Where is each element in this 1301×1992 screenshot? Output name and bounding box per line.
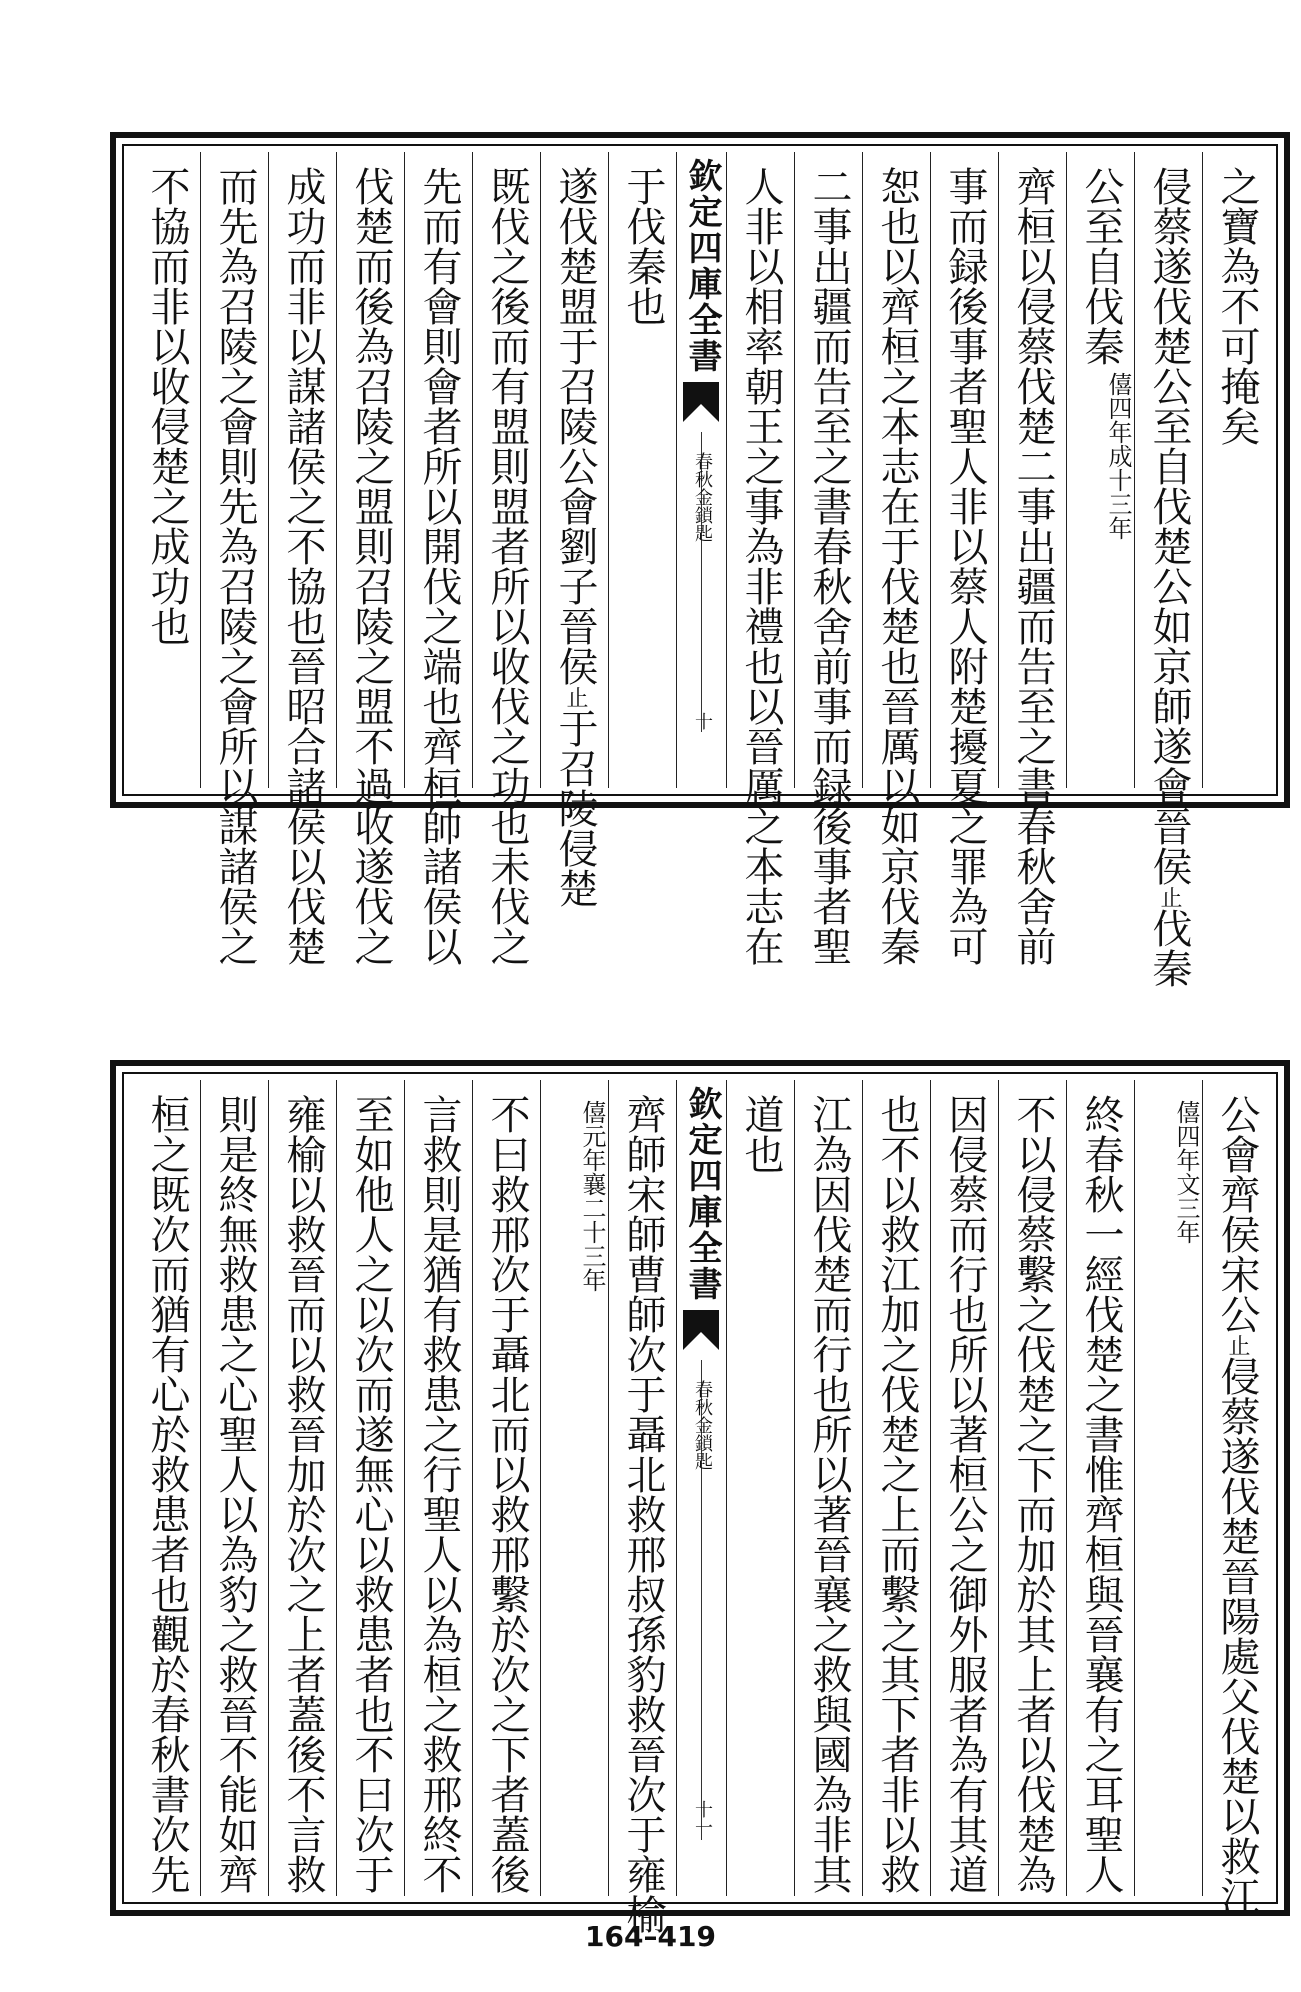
bottom-leaf	[110, 1060, 1290, 1934]
citation-note: 僖四年文三年	[1172, 1100, 1200, 1244]
text-column: 言救則是猶有救患之行聖人以為桓之救邢終不	[404, 1080, 472, 1896]
text-column: 公至自伐秦 僖四年成十三年	[1066, 152, 1134, 788]
text-column: 先而有會則會者所以開伐之端也齊桓帥諸侯以	[404, 152, 472, 788]
text-column: 遂伐楚盟于召陵公會劉子晉侯止于召陵侵楚	[540, 152, 608, 788]
text-column	[540, 1080, 608, 1896]
text-column: 成功而非以謀諸侯之不協也晉昭合諸侯以伐楚	[268, 152, 336, 788]
leaf-number: 十	[692, 712, 713, 730]
book-title: 春秋金鎖匙	[692, 1380, 713, 1470]
text-column: 伐楚而後為召陵之盟則召陵之盟不過收遂伐之	[336, 152, 404, 788]
text-column: 至如他人之以次而遂無心以救患者也不曰次于	[336, 1080, 404, 1896]
text-column: 之寶為不可掩矣	[1202, 152, 1270, 788]
text-column: 道也	[726, 1080, 794, 1896]
text-column: 而先為召陵之會則先為召陵之會所以謀諸侯之	[200, 152, 268, 788]
text-column: 終春秋一經伐楚之書惟齊桓與晉襄有之耳聖人	[1066, 1080, 1134, 1896]
center-gutter	[676, 1080, 726, 1896]
citation-note: 僖四年成十三年	[1104, 372, 1132, 540]
text-column: 恕也以齊桓之本志在于伐楚也晉厲以如京伐秦	[862, 152, 930, 788]
fishtail-mark-icon	[683, 382, 719, 422]
leaf-number: 十一	[692, 1800, 713, 1836]
text-column	[1134, 1080, 1202, 1896]
citation-note: 僖元年襄二十三年	[578, 1100, 606, 1292]
text-column: 公會齊侯宋公止侵蔡遂伐楚晉陽處父伐楚以救江	[1202, 1080, 1270, 1896]
text-column: 既伐之後而有盟則盟者所以收伐之功也未伐之	[472, 152, 540, 788]
book-title: 春秋金鎖匙	[692, 452, 713, 542]
collection-title: 欽定四庫全書	[682, 158, 722, 374]
text-column: 不協而非以收侵楚之成功也	[144, 166, 190, 646]
top-leaf	[110, 132, 1290, 988]
text-column: 不曰救邢次于聶北而以救邢繫於次之下者蓋後	[472, 1080, 540, 1896]
text-column: 雍榆以救晉而以救晉加於次之上者蓋後不言救	[268, 1080, 336, 1896]
fishtail-mark-icon	[683, 1310, 719, 1350]
text-column: 也不以救江加之伐楚之上而繫之其下者非以救	[862, 1080, 930, 1896]
text-column: 齊師宋師曹師次于聶北救邢叔孫豹救晉次于雍榆	[608, 1080, 676, 1896]
top-columns	[130, 152, 1270, 988]
text-column: 則是終無救患之心聖人以為豹之救晉不能如齊	[200, 1080, 268, 1896]
text-column: 于伐秦也	[608, 152, 676, 788]
text-column: 不以侵蔡繫之伐楚之下而加於其上者以伐楚為	[998, 1080, 1066, 1896]
bottom-columns	[130, 1080, 1270, 1934]
text-column: 桓之既次而猶有心於救患者也觀於春秋書次先	[144, 1094, 190, 1894]
text-column: 因侵蔡而行也所以著桓公之御外服者為有其道	[930, 1080, 998, 1896]
collection-title: 欽定四庫全書	[682, 1086, 722, 1302]
text-column: 侵蔡遂伐楚公至自伐楚公如京師遂會晉侯止伐秦	[1134, 152, 1202, 788]
text-column: 江為因伐楚而行也所以著晉襄之救與國為非其	[794, 1080, 862, 1896]
page-number: 164–419	[585, 1920, 716, 1953]
center-gutter	[676, 152, 726, 788]
text-column: 齊桓以侵蔡伐楚二事出疆而告至之書春秋舍前	[998, 152, 1066, 788]
text-column: 人非以相率朝王之事為非禮也以晉厲之本志在	[726, 152, 794, 788]
text-column: 二事出疆而告至之書春秋舍前事而録後事者聖	[794, 152, 862, 788]
text-column: 事而録後事者聖人非以蔡人附楚擾夏之罪為可	[930, 152, 998, 788]
